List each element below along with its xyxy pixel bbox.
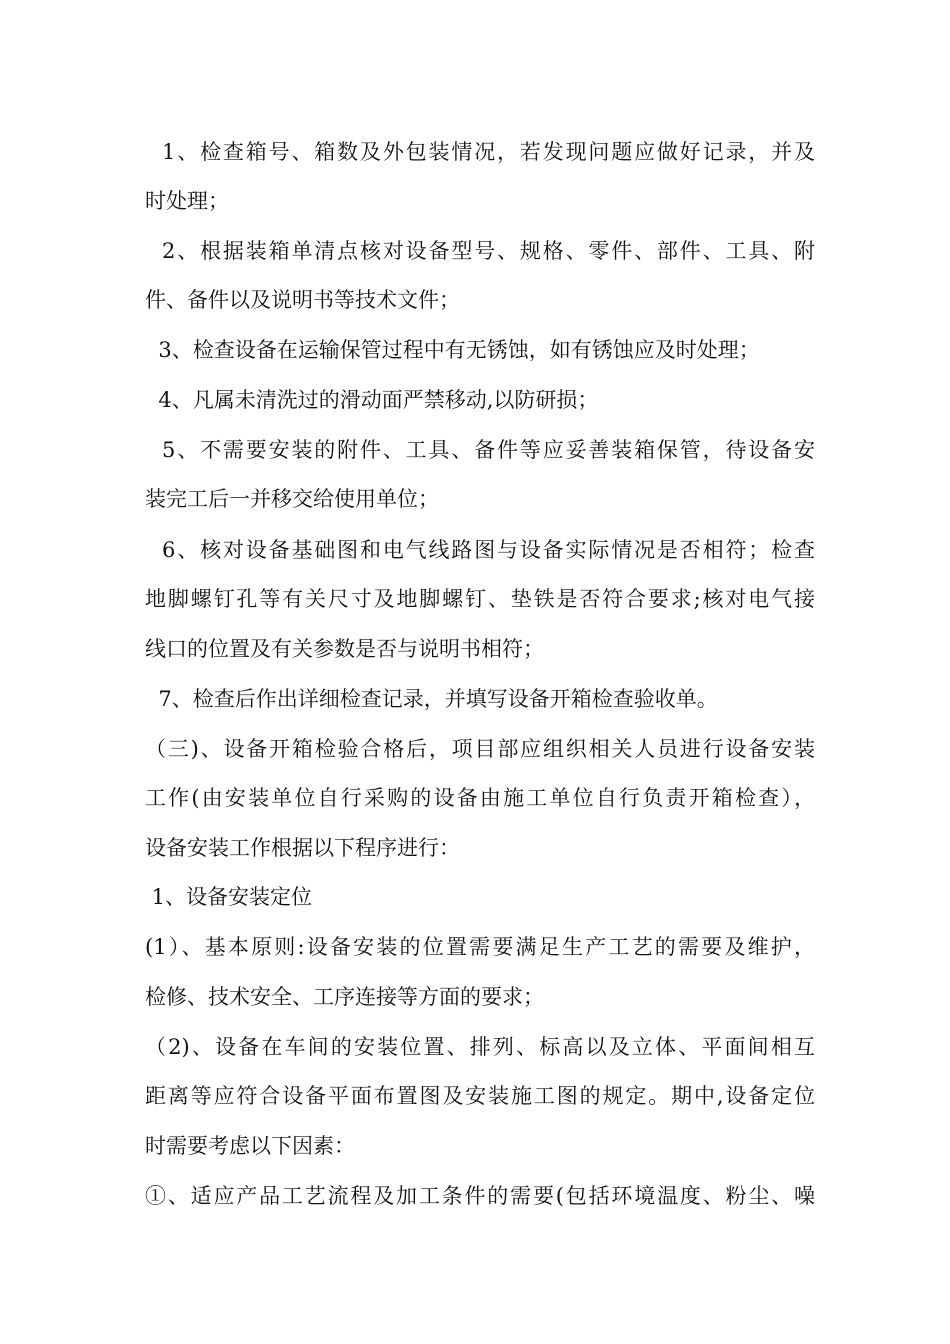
text-line: 3、检查设备在运输保管过程中有无锈蚀，如有锈蚀应及时处理； [145, 338, 760, 362]
text-line: （2)、设备在车间的安装位置、排列、标高以及立体、平面间相互 [145, 1035, 815, 1059]
text-line: 装完工后一并移交给使用单位； [145, 487, 439, 511]
text-line: (1）、基本原则:设备安装的位置需要满足生产工艺的需要及维护， [145, 935, 815, 959]
text-line: 1、设备安装定位 [145, 885, 313, 909]
text-line: 6、核对设备基础图和电气线路图与设备实际情况是否相符；检查 [145, 538, 815, 562]
text-line: 距离等应符合设备平面布置图及安装施工图的规定。期中,设备定位 [145, 1084, 815, 1108]
text-line: 2、根据装箱单清点核对设备型号、规格、零件、部件、工具、附 [145, 239, 815, 263]
text-line: （三)、设备开箱检验合格后，项目部应组织相关人员进行设备安装 [145, 737, 815, 761]
text-line: 工作(由安装单位自行采购的设备由施工单位自行负责开箱检查）， [145, 786, 815, 810]
text-line: ①、适应产品工艺流程及加工条件的需要(包括环境温度、粉尘、噪 [145, 1184, 815, 1208]
text-line: 时需要考虑以下因素： [145, 1134, 355, 1158]
text-line: 检修、技术安全、工序连接等方面的要求； [145, 985, 544, 1009]
text-line: 时处理； [145, 189, 229, 213]
text-line: 设备安装工作根据以下程序进行： [145, 836, 460, 860]
text-line: 件、备件以及说明书等技术文件； [145, 288, 460, 312]
text-line: 4、凡属未清洗过的滑动面严禁移动,以防研损； [145, 388, 599, 412]
text-line: 5、不需要安装的附件、工具、备件等应妥善装箱保管，待设备安 [145, 438, 815, 462]
text-line: 1、检查箱号、箱数及外包装情况，若发现问题应做好记录，并及 [145, 140, 815, 164]
text-line: 地脚螺钉孔等有关尺寸及地脚螺钉、垫铁是否符合要求;核对电气接 [145, 587, 815, 611]
text-line: 7、检查后作出详细检查记录，并填写设备开箱检查验收单。 [145, 687, 718, 711]
text-line: 线口的位置及有关参数是否与说明书相符； [145, 637, 544, 661]
